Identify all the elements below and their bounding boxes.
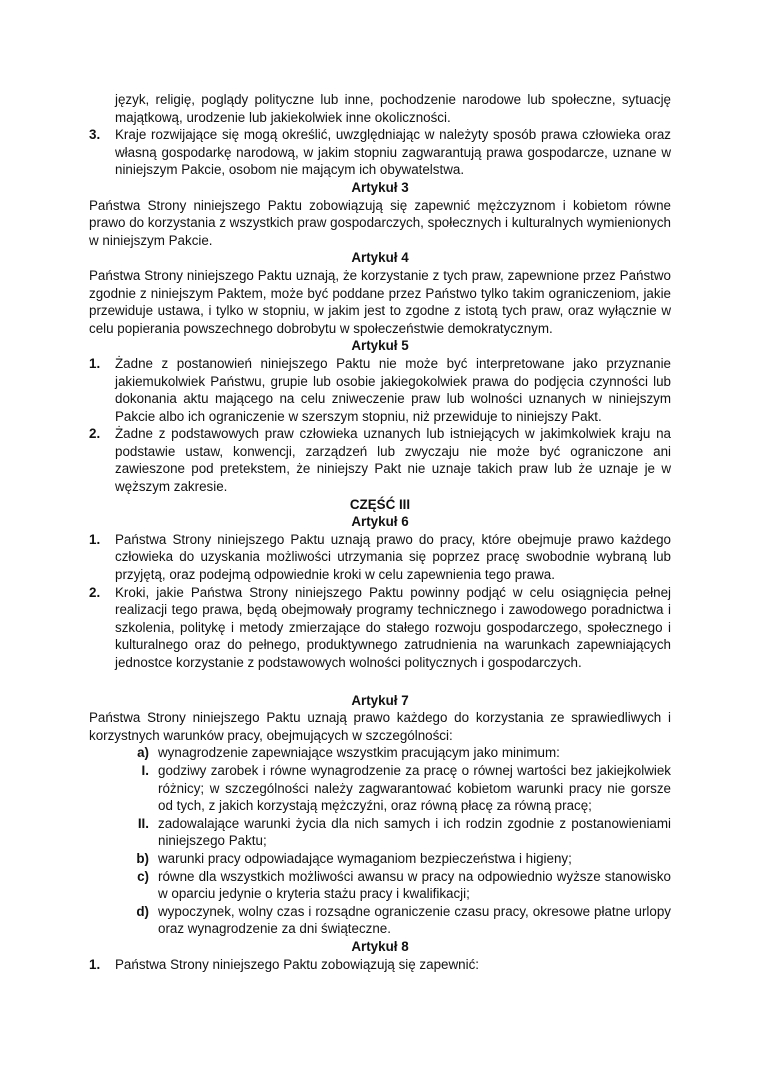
paragraph-continuation: język, religię, poglądy polityczne lub inne, pochodzenie narodowe lub społeczne, sytuację majątkową, urodzenie lub jakiekolwiek inne okoliczności. bbox=[115, 92, 671, 125]
article-heading: Artykuł 7 bbox=[351, 692, 409, 708]
sub-item-label: II. bbox=[137, 815, 149, 831]
sub-item-label: d) bbox=[136, 903, 149, 919]
article-heading: Artykuł 3 bbox=[351, 179, 409, 195]
sub-item bbox=[89, 815, 671, 850]
spacer bbox=[89, 672, 671, 692]
item-text: Kraje rozwijające się mogą określić, uwzględniając w należyty sposób prawa człowieka oraz własną gospodarkę narodową, w jakim stopniu zagwarantują prawa gospodarcze, uznane w niniejszym Pakcie, osobom nie mającym ich obywatelstwa. bbox=[115, 127, 671, 178]
part-heading: CZĘŚĆ III bbox=[349, 496, 411, 512]
sub-item-label: I. bbox=[141, 762, 149, 778]
sub-item-text: warunki pracy odpowiadające wymaganiom bezpieczeństwa i higieny; bbox=[158, 850, 572, 866]
item-text: Państwa Strony niniejszego Paktu uznają prawo do pracy, które obejmuje prawo każdego człowieka do uzyskania możliwości utrzymania się poprzez pracę swobodnie wybraną lub przyjętą, oraz podejmą odpowiednie kroki w celu zapewnienia tego prawa. bbox=[115, 531, 671, 583]
list-item bbox=[89, 584, 671, 672]
sub-item-text: wynagrodzenie zapewniające wszystkim pracującym jako minimum: bbox=[158, 745, 560, 761]
article-heading: Artykuł 4 bbox=[351, 250, 409, 266]
list-item bbox=[89, 126, 671, 179]
item-number: 3. bbox=[89, 127, 101, 143]
sub-item-text: godziwy zarobek i równe wynagrodzenie za pracę o równej wartości bez jakiejkolwiek różnicy; w szczególności należy zagwarantować kobietom warunki pracy nie gorsze od tych, z jakich korzystają mężczyźni, oraz równą płacę za równą pracę; bbox=[158, 762, 671, 814]
sub-item bbox=[89, 762, 671, 815]
article-heading: Artykuł 6 bbox=[351, 514, 409, 530]
sub-item-label: c) bbox=[137, 868, 149, 884]
sub-item bbox=[89, 868, 671, 903]
sub-item bbox=[89, 850, 671, 868]
article-heading: Artykuł 5 bbox=[351, 338, 409, 354]
list-item bbox=[89, 355, 671, 425]
sub-item-text: wypoczynek, wolny czas i rozsądne ograniczenie czasu pracy, okresowe płatne urlopy oraz wynagrodzenie za dni świąteczne. bbox=[158, 903, 671, 937]
item-number: 1. bbox=[89, 355, 101, 371]
sub-item bbox=[89, 903, 671, 938]
article-heading: Artykuł 8 bbox=[351, 938, 409, 954]
item-text: Kroki, jakie Państwa Strony niniejszego Paktu powinny podjąć w celu osiągnięcia pełnej realizacji tego prawa, będą obejmowały programy technicznego i zawodowego poradnictwa i szkolenia, politykę i metody zmierzające do stałego rozwoju gospodarczego, społecznego i kulturalnego oraz do pełnego, produktywnego zatrudnienia na warunkach zapewniających jednostce korzystanie z podstawowych wolności politycznych i gospodarczych. bbox=[115, 584, 671, 670]
item-number: 1. bbox=[89, 956, 101, 972]
item-number: 1. bbox=[89, 531, 101, 547]
item-number: 2. bbox=[89, 426, 101, 442]
list-item bbox=[89, 531, 671, 584]
sub-item-label: b) bbox=[136, 850, 149, 866]
document-body bbox=[89, 91, 671, 973]
article-paragraph: Państwa Strony niniejszego Paktu zobowiązują się zapewnić mężczyznom i kobietom równe prawo do korzystania z wszystkich praw gospodarczych, społecznych i kulturalnych wymienionych w niniejszym Pakcie. bbox=[89, 197, 671, 248]
item-text: Żadne z podstawowych praw człowieka uznanych lub istniejących w jakimkolwiek kraju na podstawie ustaw, konwencji, zarządzeń lub zwyczaju nie może być ograniczone ani zawieszone pod pretekstem, że niniejszy Pakt nie uznaje takich praw lub że uznaje je w węższym zakresie. bbox=[115, 426, 671, 495]
list-item bbox=[89, 425, 671, 495]
list-item bbox=[89, 956, 671, 974]
sub-item bbox=[89, 744, 671, 762]
sub-item-text: równe dla wszystkich możliwości awansu w pracy na odpowiednio wyższe stanowisko w oparciu jedynie o kryteria stażu pracy i kwalifikacji; bbox=[158, 868, 671, 902]
item-number: 2. bbox=[89, 584, 101, 600]
sub-item-label: a) bbox=[137, 745, 149, 761]
sub-item-text: zadowalające warunki życia dla nich samych i ich rodzin zgodnie z postanowieniami niniejszego Paktu; bbox=[158, 815, 671, 849]
item-text: Żadne z postanowień niniejszego Paktu nie może być interpretowane jako przyznanie jakiemukolwiek Państwu, grupie lub osobie jakiegokolwiek prawa do podjęcia czynności lub dokonania aktu mającego na celu zniweczenie praw lub wolności uznanych w niniejszym Pakcie albo ich ograniczenie w szerszym stopniu, niż przewiduje to niniejszy Pakt. bbox=[115, 355, 671, 424]
item-text: Państwa Strony niniejszego Paktu zobowiązują się zapewnić: bbox=[115, 956, 479, 972]
article-paragraph: Państwa Strony niniejszego Paktu uznają, że korzystanie z tych praw, zapewnione przez Państwo zgodnie z niniejszym Paktem, może być poddane przez Państwo tylko takim ograniczeniom, jakie przewiduje ustawa, i tylko w stopniu, w jakim jest to zgodne z istotą tych praw, oraz wyłącznie w celu popierania powszechnego dobrobytu w społeczeństwie demokratycznym. bbox=[89, 267, 671, 336]
article-paragraph: Państwa Strony niniejszego Paktu uznają prawo każdego do korzystania ze sprawiedliwych i korzystnych warunków pracy, obejmujących w szczególności: bbox=[89, 710, 671, 743]
